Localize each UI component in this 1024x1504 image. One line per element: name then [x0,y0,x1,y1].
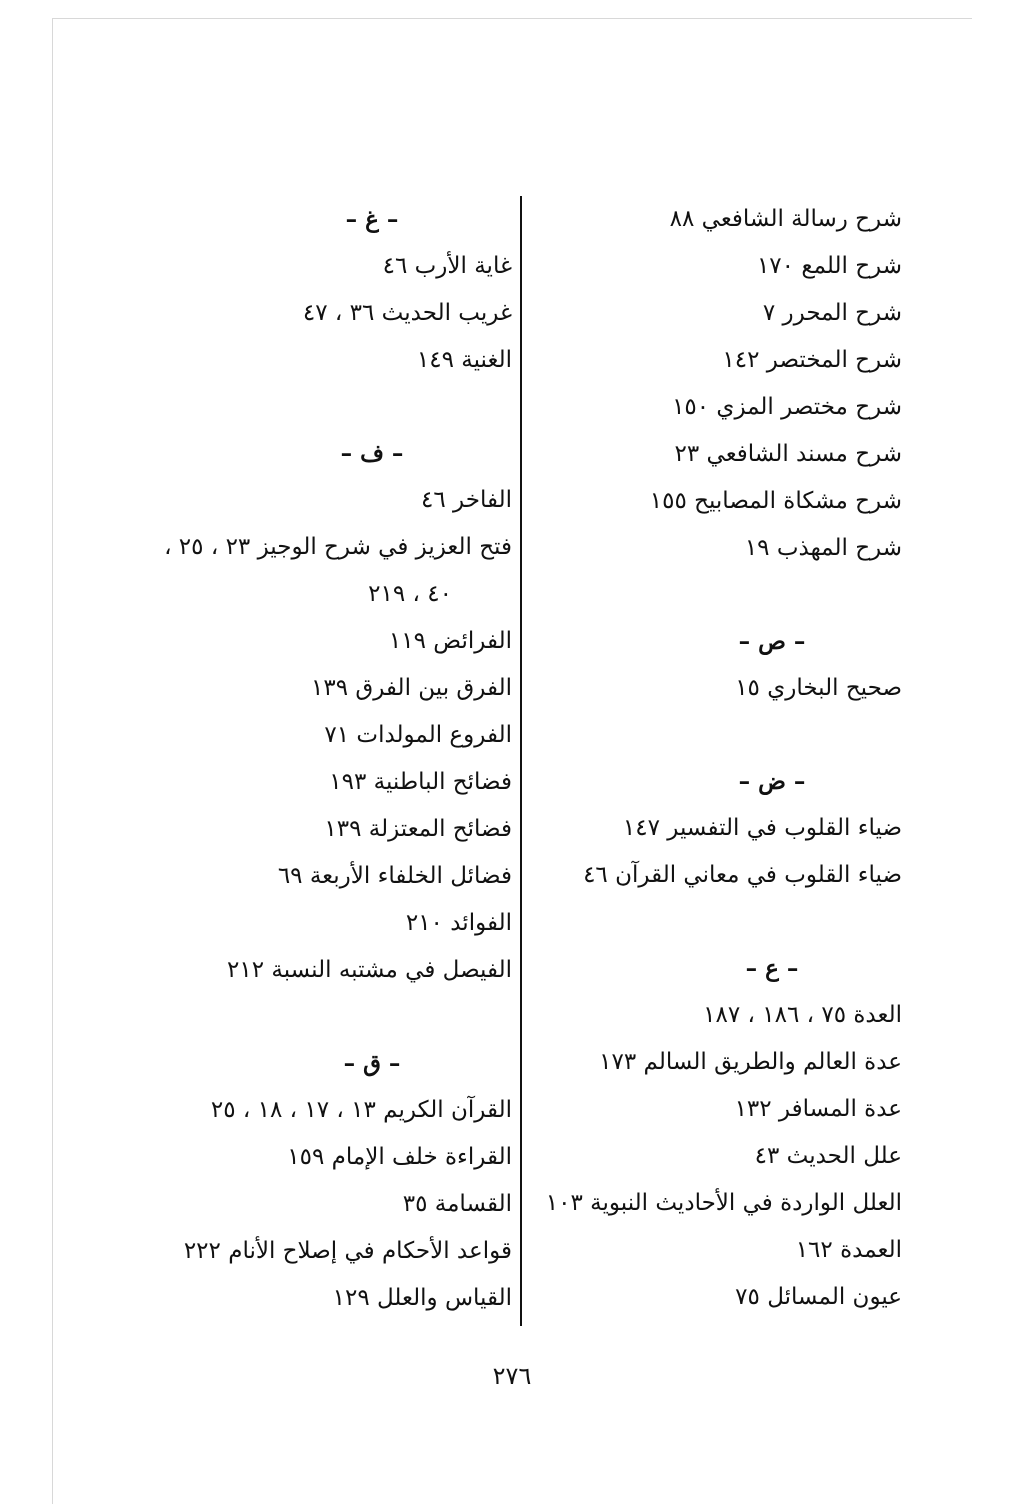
index-entry: شرح المحرر ٧ [762,300,902,326]
page-edge-left [52,18,53,1504]
index-entry: الفرق بين الفرق ١٣٩ [311,675,512,701]
index-entry: فضائح المعتزلة ١٣٩ [324,816,512,842]
index-entry: القسامة ٣٥ [402,1191,512,1217]
index-entry: القياس والعلل ١٢٩ [332,1285,512,1311]
index-entry: القرآن الكريم ١٣ ، ١٧ ، ١٨ ، ٢٥ [210,1097,512,1123]
index-entry: عيون المسائل ٧٥ [735,1284,902,1310]
index-entry: الفرائض ١١٩ [388,628,512,654]
index-entry: الفاخر ٤٦ [421,487,512,513]
section-header-dad: – ض – [738,768,806,795]
index-entry: ضياء القلوب في التفسير ١٤٧ [622,815,902,841]
section-header-qaf: – ق – [343,1050,401,1077]
index-entry: علل الحديث ٤٣ [754,1143,902,1169]
index-entry-continuation: ٤٠ ، ٢١٩ [368,581,452,607]
index-entry: الغنية ١٤٩ [416,347,512,373]
index-entry: شرح المهذب ١٩ [744,535,902,561]
index-entry: العمدة ١٦٢ [795,1237,902,1263]
index-entry: شرح مسند الشافعي ٢٣ [674,441,902,467]
index-entry: الفروع المولدات ٧١ [324,722,512,748]
section-gap [532,899,902,945]
index-entry: شرح المختصر ١٤٢ [722,347,902,373]
index-entry: فضائح الباطنية ١٩٣ [329,769,512,795]
index-entry: شرح مشكاة المصابيح ١٥٥ [649,488,902,514]
page-number: ٢٧٦ [492,1362,532,1390]
section-gap [532,712,902,758]
section-header-sad: – ص – [738,628,806,655]
index-entry: الفوائد ٢١٠ [405,910,512,936]
index-entry: ضياء القلوب في معاني القرآن ٤٦ [583,862,902,888]
index-entry: غاية الأرب ٤٦ [382,253,512,279]
index-entry: قواعد الأحكام في إصلاح الأنام ٢٢٢ [183,1238,512,1264]
index-entry: الفيصل في مشتبه النسبة ٢١٢ [227,957,512,983]
column-divider [520,196,522,1326]
index-entry: القراءة خلف الإمام ١٥٩ [287,1144,512,1170]
index-entry: صحيح البخاري ١٥ [735,675,902,701]
section-header-ain: – ع – [745,955,799,982]
page-edge-top [52,18,972,19]
index-column-left [112,196,512,1322]
index-entry: فتح العزيز في شرح الوجيز ٢٣ ، ٢٥ ، [164,534,512,560]
index-entry: عدة المسافر ١٣٢ [734,1096,902,1122]
index-entry: عدة العالم والطريق السالم ١٧٣ [599,1049,902,1075]
index-column-right [532,196,902,1321]
section-gap [112,994,512,1040]
index-entry: شرح اللمع ١٧٠ [756,253,902,279]
section-header-ghain: – غ – [345,206,399,233]
index-entry: فضائل الخلفاء الأربعة ٦٩ [277,863,512,889]
section-header-fa: – ف – [340,440,404,467]
index-entry: العدة ٧٥ ، ١٨٦ ، ١٨٧ [703,1002,902,1028]
index-entry: شرح رسالة الشافعي ٨٨ [669,206,902,232]
index-entry: شرح مختصر المزي ١٥٠ [672,394,902,420]
section-gap [532,572,902,618]
index-entry: غريب الحديث ٣٦ ، ٤٧ [302,300,512,326]
index-entry: العلل الواردة في الأحاديث النبوية ١٠٣ [545,1190,902,1216]
section-gap [112,384,512,430]
